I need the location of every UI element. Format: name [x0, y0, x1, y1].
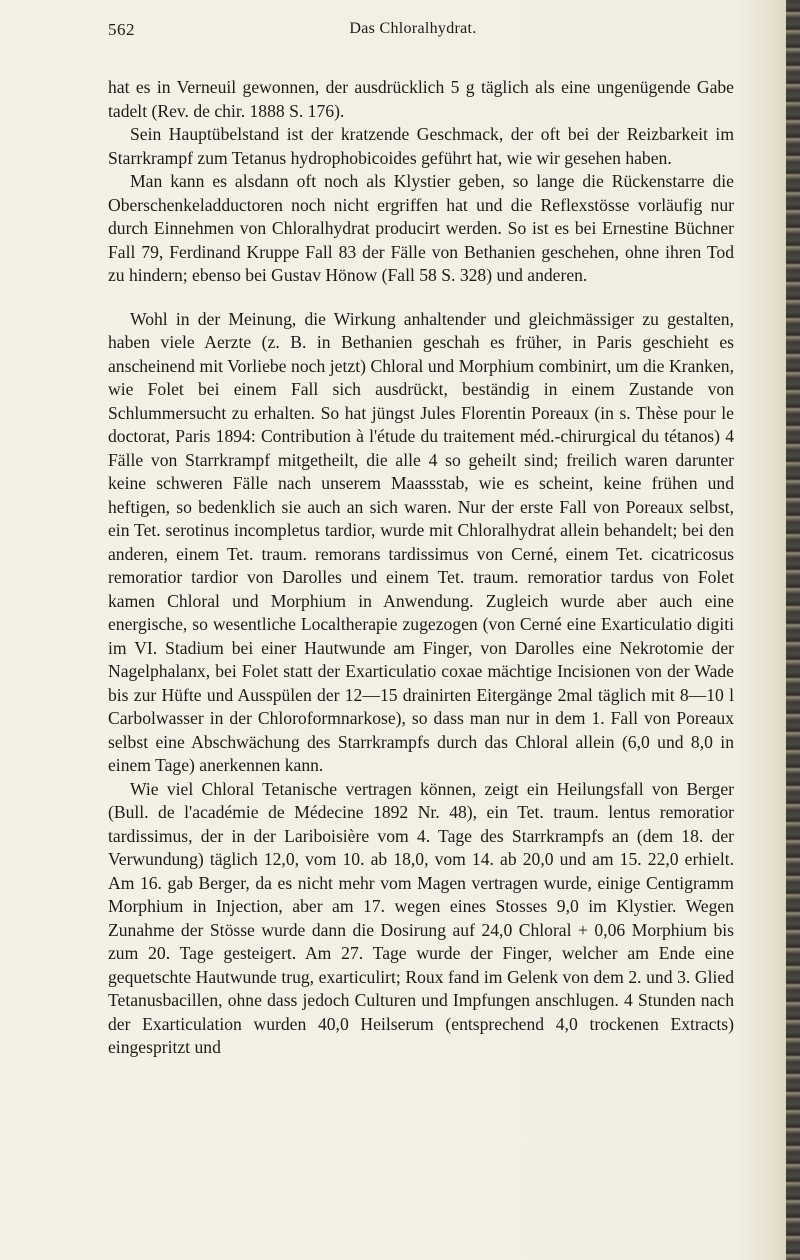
page-number: 562 [108, 20, 135, 39]
page-edge-shadow [786, 0, 800, 1260]
paragraph-1: hat es in Verneuil gewonnen, der ausdrücklich 5 g täglich als eine ungenügende Gabe tadelt (Rev. de chir. 1888 S. 176). [108, 77, 734, 121]
paragraph-4: Wohl in der Meinung, die Wirkung anhaltender und gleichmässiger zu gestalten, haben viele Aerzte (z. B. in Bethanien geschah es früher, in Paris geschieht es anscheinend mit Vorliebe noch jetzt) Chloral und Morphium combinirt, um die Kranken, wie Folet bei einem Fall sich ausdrückt, beständig in einem Zustande von Schlummersucht zu erhalten. So hat jüngst Jules Florentin Poreaux (in s. Thèse pour le doctorat, Paris 1894: Contribution à l'étude du traitement méd.-chirurgical du tétanos) 4 Fälle von Starrkrampf mitgetheilt, die alle 4 so geheilt sind; freilich waren darunter keine schweren Fälle nach unserem Maassstab, wie es scheint, keine frühen und heftigen, so bedenklich sie auch an sich waren. Nur der erste Fall von Poreaux selbst, ein Tet. serotinus incompletus tardior, wurde mit Chloralhydrat allein behandelt; bei den anderen, einem Tet. traum. remorans tardissimus von Cerné, einem Tet. cicatricosus remoratior tardior von Darolles und einem Tet. traum. remoratior tardus von Folet kamen Chloral und Morphium in Anwendung. Zugleich wurde aber auch eine energische, so wesentliche Localtherapie zugezogen (von Cerné eine Exarticulatio digiti im VI. Stadium bei einer Hautwunde am Finger, von Darolles eine Nekrotomie der Nagelphalanx, bei Folet statt der Exarticulatio coxae mächtige Incisionen von der Wade bis zur Hüfte und Ausspülen der 12—15 drainirten Eitergänge 2mal täglich mit 8—10 l Carbolwasser in der Chloroformnarkose), so dass man nur in dem 1. Fall von Poreaux selbst eine Abschwächung des Starrkrampfs durch das Chloral allein (6,0 und 8,0 in einem Tage) anerkennen kann. [108, 308, 734, 775]
paragraph-3: Man kann es alsdann oft noch als Klystier geben, so lange die Rückenstarre die Oberschenkeladductoren noch nicht ergriffen hat und die Reflexstösse vorläufig nur durch Einnehmen von Chloralhydrat producirt werden. So ist es bei Ernestine Büchner Fall 79, Ferdinand Kruppe Fall 83 der Fälle von Bethanien geschehen, ohne ihren Tod zu hindern; ebenso bei Gustav Hönow (Fall 58 S. 328) und anderen. [108, 171, 734, 285]
body-text [108, 76, 734, 1060]
paragraph-2: Sein Hauptübelstand ist der kratzende Geschmack, der oft bei der Reizbarkeit im Starrkrampf zum Tetanus hydrophobicoides geführt hat, wie wir gesehen haben. [108, 124, 734, 168]
page-header [108, 20, 718, 44]
paragraph-5: Wie viel Chloral Tetanische vertragen können, zeigt ein Heilungsfall von Berger (Bull. de l'académie de Médecine 1892 Nr. 48), ein Tet. traum. lentus remoratior tardissimus, der in der Lariboisière vom 4. Tage des Starrkrampfs an (dem 18. der Verwundung) täglich 12,0, vom 10. ab 18,0, vom 14. ab 20,0 und am 15. 22,0 erhielt. Am 16. gab Berger, da es nicht mehr vom Magen vertragen wurde, einige Centigramm Morphium in Injection, aber am 17. wegen eines Stosses 9,0 im Klystier. Wegen Zunahme der Stösse wurde dann die Dosirung auf 24,0 Chloral + 0,06 Morphium bis zum 20. Tage gesteigert. Am 27. Tage wurde der Finger, welcher am Ende eine gequetschte Hautwunde trug, exarticulirt; Roux fand im Gelenk von dem 2. und 3. Glied Tetanusbacillen, ohne dass jedoch Culturen und Impfungen anschlugen. 4 Stunden nach der Exarticulation wurden 40,0 Heilserum (entsprechend 4,0 trockenen Extracts) eingespritzt und [108, 778, 734, 1057]
running-head: Das Chloralhydrat. [349, 20, 477, 37]
